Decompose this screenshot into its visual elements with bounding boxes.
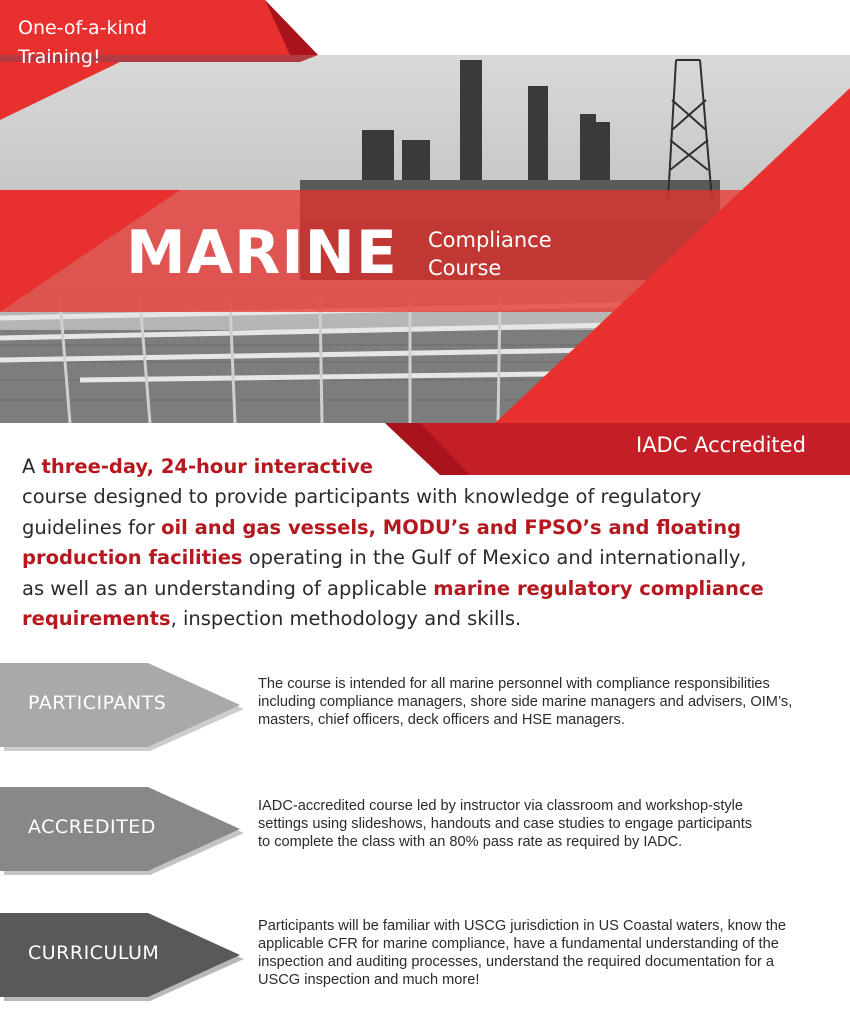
curriculum-description (258, 917, 818, 989)
intro-line (22, 543, 822, 573)
intro-line (22, 482, 822, 512)
course-subtitle (428, 226, 552, 282)
participants-arrow-label (0, 663, 246, 751)
description-line: USCG inspection and much more! (258, 972, 480, 988)
accredited-tag: IADC Accredited (636, 433, 806, 457)
description-line: settings using slideshows, handouts and case studies to engage participants (258, 816, 753, 832)
subtitle-line-1: Compliance (428, 228, 552, 252)
intro-text: , inspection methodology and skills. (170, 607, 522, 631)
intro-highlight: marine regulatory compliance (433, 576, 764, 600)
accredited-arrow-label (0, 787, 246, 875)
intro-line (22, 604, 822, 634)
intro-text: guidelines for (22, 515, 162, 539)
intro-paragraph (22, 452, 822, 634)
description-line: The course is intended for all marine personnel with compliance responsibilities (258, 676, 770, 692)
participants-label: PARTICIPANTS (28, 692, 167, 714)
course-title: MARINE (126, 218, 398, 288)
description-line: including compliance managers, shore side marine managers and advisers, OIM’s, (258, 694, 793, 710)
intro-highlight: production facilities (22, 546, 243, 570)
intro-highlight: three-day, 24-hour interactive (41, 455, 374, 478)
accredited-label: ACCREDITED (28, 816, 156, 838)
intro-text: course designed to provide participants with knowledge of regulatory (22, 485, 702, 509)
accredited-description (258, 797, 818, 851)
intro-text: operating in the Gulf of Mexico and internationally, (242, 546, 747, 570)
intro-text: as well as an understanding of applicable (22, 576, 434, 600)
tagline (18, 14, 147, 72)
intro-text: A (22, 455, 42, 478)
curriculum-label: CURRICULUM (28, 942, 160, 964)
description-line: applicable CFR for marine compliance, have a fundamental understanding of the (258, 936, 779, 952)
tagline-line-1: One-of-a-kind (18, 17, 147, 39)
intro-line (22, 574, 822, 604)
tagline-line-2: Training! (18, 46, 101, 68)
hero-banner (0, 0, 850, 475)
description-line: Participants will be familiar with USCG jurisdiction in US Coastal waters, know the (258, 918, 786, 934)
description-line: inspection and auditing processes, understand the required documentation for a (258, 954, 774, 970)
description-line: IADC-accredited course led by instructor via classroom and workshop-style (258, 798, 744, 814)
intro-highlight: oil and gas vessels, MODU’s and FPSO’s and floating (161, 515, 742, 539)
description-line: masters, chief officers, deck officers and HSE managers. (258, 712, 625, 728)
participants-description (258, 675, 818, 729)
curriculum-arrow-label (0, 913, 246, 1001)
subtitle-line-2: Course (428, 256, 502, 280)
intro-highlight: requirements (22, 607, 171, 631)
intro-line (22, 513, 822, 543)
description-line: to complete the class with an 80% pass rate as required by IADC. (258, 834, 683, 850)
intro-line (22, 452, 822, 482)
